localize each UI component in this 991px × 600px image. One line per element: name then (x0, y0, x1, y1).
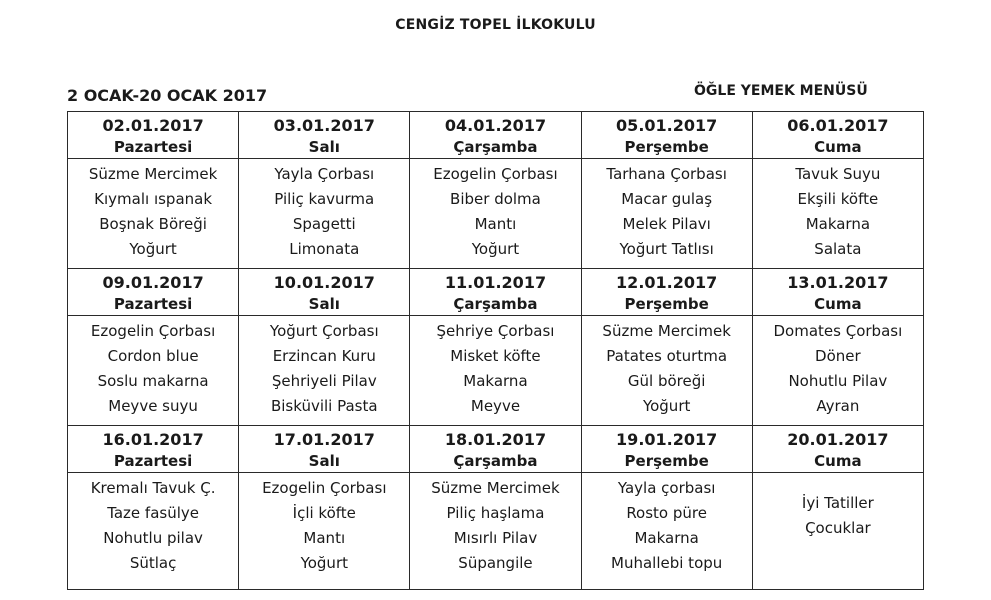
dish-item: Piliç kavurma (274, 190, 375, 208)
day-name: Salı (308, 295, 340, 313)
day-name: Cuma (814, 295, 862, 313)
note-line: İyi Tatiller (801, 494, 874, 512)
day-name: Pazartesi (113, 452, 193, 470)
day-date: 03.01.2017 (273, 116, 375, 135)
dish-item: Süzme Mercimek (88, 165, 218, 183)
dish-item: Kremalı Tavuk Ç. (90, 479, 216, 497)
dish-item: Cordon blue (107, 347, 199, 365)
day-header (410, 112, 580, 159)
day-header (753, 426, 923, 473)
day-date: 16.01.2017 (102, 430, 204, 449)
dish-item: Makarna (634, 529, 699, 547)
dish-list (753, 316, 923, 419)
dish-item: Spagetti (292, 215, 356, 233)
dish-item: Meyve suyu (108, 397, 198, 415)
dish-item: Yoğurt (471, 240, 520, 258)
day-header (582, 426, 752, 473)
dish-item: Süzme Mercimek (431, 479, 560, 497)
date-range: 2 OCAK-20 OCAK 2017 (67, 86, 268, 105)
dish-item: Yayla çorbası (617, 479, 716, 497)
day-header (68, 426, 238, 473)
dish-list (410, 159, 580, 262)
day-date: 02.01.2017 (102, 116, 204, 135)
dish-list (582, 316, 752, 419)
dish-item: İçli köfte (292, 504, 356, 522)
day-date: 20.01.2017 (787, 430, 889, 449)
dish-item: Boşnak Böreği (99, 215, 207, 233)
dish-list (239, 473, 409, 576)
day-cell (410, 269, 581, 426)
dish-item: Ayran (816, 397, 860, 415)
day-header (753, 112, 923, 159)
dish-item: Makarna (805, 215, 871, 233)
dish-item: Döner (815, 347, 861, 365)
day-header (410, 426, 580, 473)
day-cell (410, 426, 581, 590)
day-cell (239, 426, 410, 590)
dish-item: Yoğurt (300, 554, 348, 572)
day-date: 17.01.2017 (273, 430, 375, 449)
day-cell (581, 269, 752, 426)
dish-item: Ezogelin Çorbası (90, 322, 216, 340)
dish-item: Meyve (470, 397, 521, 415)
day-name: Pazartesi (113, 295, 193, 313)
dish-item: Nohutlu Pilav (788, 372, 888, 390)
day-cell (68, 269, 239, 426)
dish-item: Mantı (303, 529, 346, 547)
dish-item: Yoğurt Tatlısı (619, 240, 714, 258)
dish-list (410, 316, 580, 419)
day-date: 04.01.2017 (444, 116, 547, 135)
dish-list (68, 159, 238, 262)
dish-item: Melek Pilavı (622, 215, 711, 233)
dish-item: Ezogelin Çorbası (262, 479, 387, 497)
dish-list (582, 159, 752, 262)
dish-item: Nohutlu pilav (103, 529, 203, 547)
day-cell (752, 426, 923, 590)
day-date: 05.01.2017 (616, 116, 718, 135)
lunch-menu-table (67, 111, 924, 590)
day-cell (581, 426, 752, 590)
dish-item: Domates Çorbası (773, 322, 903, 340)
day-date: 06.01.2017 (787, 116, 889, 135)
dish-item: Ezogelin Çorbası (433, 165, 558, 183)
dish-item: Patates oturtma (606, 347, 728, 365)
dish-item: Bisküvili Pasta (270, 397, 378, 415)
day-header (410, 269, 580, 316)
dish-item: Yoğurt (129, 240, 177, 258)
day-date: 12.01.2017 (616, 273, 718, 292)
dish-item: Limonata (289, 240, 360, 258)
dish-item: Rosto püre (626, 504, 707, 522)
dish-list (410, 473, 580, 576)
day-name: Perşembe (624, 295, 709, 313)
dish-item: Muhallebi topu (611, 554, 723, 572)
dish-list (68, 316, 238, 419)
dish-item: Şehriye Çorbası (436, 322, 555, 340)
day-date: 09.01.2017 (102, 273, 204, 292)
day-header (239, 269, 409, 316)
day-name: Cuma (814, 452, 862, 470)
day-date: 10.01.2017 (273, 273, 375, 292)
dish-item: Şehriyeli Pilav (271, 372, 377, 390)
dish-list (753, 159, 923, 262)
dish-item: Biber dolma (450, 190, 541, 208)
week-row (68, 112, 924, 269)
dish-item: Kıymalı ıspanak (94, 190, 213, 208)
note-line: Çocuklar (805, 519, 871, 537)
dish-item: Erzincan Kuru (272, 347, 376, 365)
dish-item: Tavuk Suyu (795, 165, 881, 183)
day-header (239, 426, 409, 473)
week-row (68, 269, 924, 426)
dish-item: Yayla Çorbası (274, 165, 375, 183)
day-header (68, 269, 238, 316)
day-name: Cuma (814, 138, 862, 156)
day-cell (410, 112, 581, 269)
day-cell (752, 269, 923, 426)
day-cell (239, 269, 410, 426)
day-cell (752, 112, 923, 269)
day-name: Pazartesi (113, 138, 193, 156)
day-header (582, 112, 752, 159)
school-title: CENGİZ TOPEL İLKOKULU (395, 17, 596, 33)
holiday-note (753, 473, 923, 541)
day-name: Salı (308, 452, 340, 470)
menu-title: ÖĞLE YEMEK MENÜSÜ (694, 83, 868, 99)
day-header (582, 269, 752, 316)
day-cell (68, 426, 239, 590)
day-cell (581, 112, 752, 269)
dish-item: Ekşili köfte (797, 190, 879, 208)
dish-item: Yoğurt (642, 397, 691, 415)
day-date: 11.01.2017 (444, 273, 547, 292)
day-header (239, 112, 409, 159)
day-date: 19.01.2017 (616, 430, 718, 449)
day-date: 13.01.2017 (787, 273, 889, 292)
dish-list (582, 473, 752, 576)
day-name: Perşembe (624, 452, 709, 470)
day-cell (68, 112, 239, 269)
dish-item: Sütlaç (129, 554, 177, 572)
dish-item: Misket köfte (450, 347, 541, 365)
dish-item: Piliç haşlama (446, 504, 545, 522)
day-date: 18.01.2017 (444, 430, 547, 449)
day-header (753, 269, 923, 316)
day-name: Perşembe (624, 138, 709, 156)
dish-item: Yoğurt Çorbası (269, 322, 379, 340)
dish-item: Makarna (463, 372, 528, 390)
dish-list (68, 473, 238, 576)
day-name: Çarşamba (453, 452, 538, 470)
dish-item: Mantı (474, 215, 517, 233)
dish-item: Taze fasülye (107, 504, 199, 522)
dish-item: Mısırlı Pilav (453, 529, 538, 547)
dish-item: Gül böreği (627, 372, 706, 390)
week-row (68, 426, 924, 590)
day-header (68, 112, 238, 159)
dish-item: Tarhana Çorbası (606, 165, 727, 183)
dish-item: Soslu makarna (97, 372, 209, 390)
dish-item: Salata (814, 240, 862, 258)
dish-item: Süzme Mercimek (602, 322, 731, 340)
dish-list (239, 316, 409, 419)
dish-list (239, 159, 409, 262)
day-name: Çarşamba (453, 295, 538, 313)
day-name: Çarşamba (453, 138, 538, 156)
dish-item: Macar gulaş (621, 190, 713, 208)
day-cell (239, 112, 410, 269)
dish-item: Süpangile (458, 554, 533, 572)
day-name: Salı (308, 138, 340, 156)
